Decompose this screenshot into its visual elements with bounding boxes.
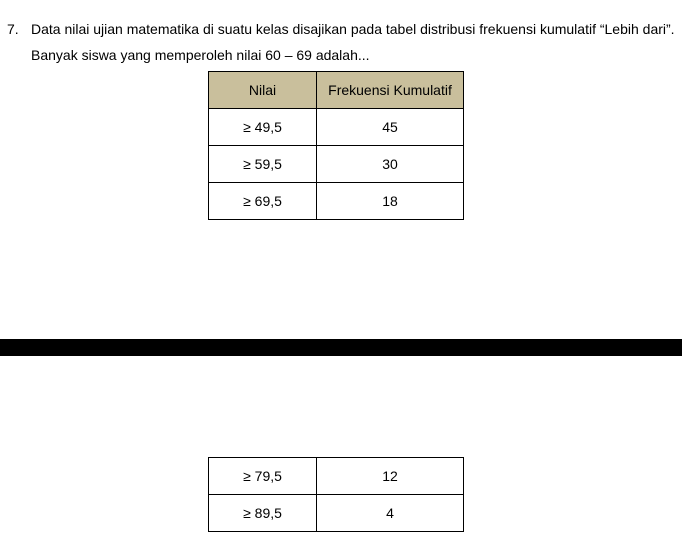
question-text-line-2: Banyak siswa yang memperoleh nilai 60 – 69 adalah...	[31, 47, 370, 63]
frequency-table-top	[208, 71, 464, 220]
cell-frekuensi: 12	[317, 458, 464, 495]
cell-nilai: ≥ 49,5	[209, 109, 317, 146]
table-row	[209, 146, 464, 183]
frequency-table-bottom	[208, 457, 464, 532]
cell-frekuensi: 18	[317, 183, 464, 220]
table-row	[209, 458, 464, 495]
cell-nilai: ≥ 89,5	[209, 495, 317, 532]
cell-frekuensi: 4	[317, 495, 464, 532]
question-number: 7.	[7, 21, 19, 37]
table-row	[209, 495, 464, 532]
black-band	[0, 339, 682, 356]
cell-nilai: ≥ 59,5	[209, 146, 317, 183]
table-header-row	[209, 72, 464, 109]
table-row	[209, 109, 464, 146]
cell-frekuensi: 30	[317, 146, 464, 183]
cell-nilai: ≥ 69,5	[209, 183, 317, 220]
question-text-line-1: Data nilai ujian matematika di suatu kelas disajikan pada tabel distribusi frekuensi kumulatif “Lebih dari”.	[31, 21, 675, 37]
header-frekuensi-kumulatif: Frekuensi Kumulatif	[317, 72, 464, 109]
header-nilai: Nilai	[209, 72, 317, 109]
cell-nilai: ≥ 79,5	[209, 458, 317, 495]
table-row	[209, 183, 464, 220]
cell-frekuensi: 45	[317, 109, 464, 146]
